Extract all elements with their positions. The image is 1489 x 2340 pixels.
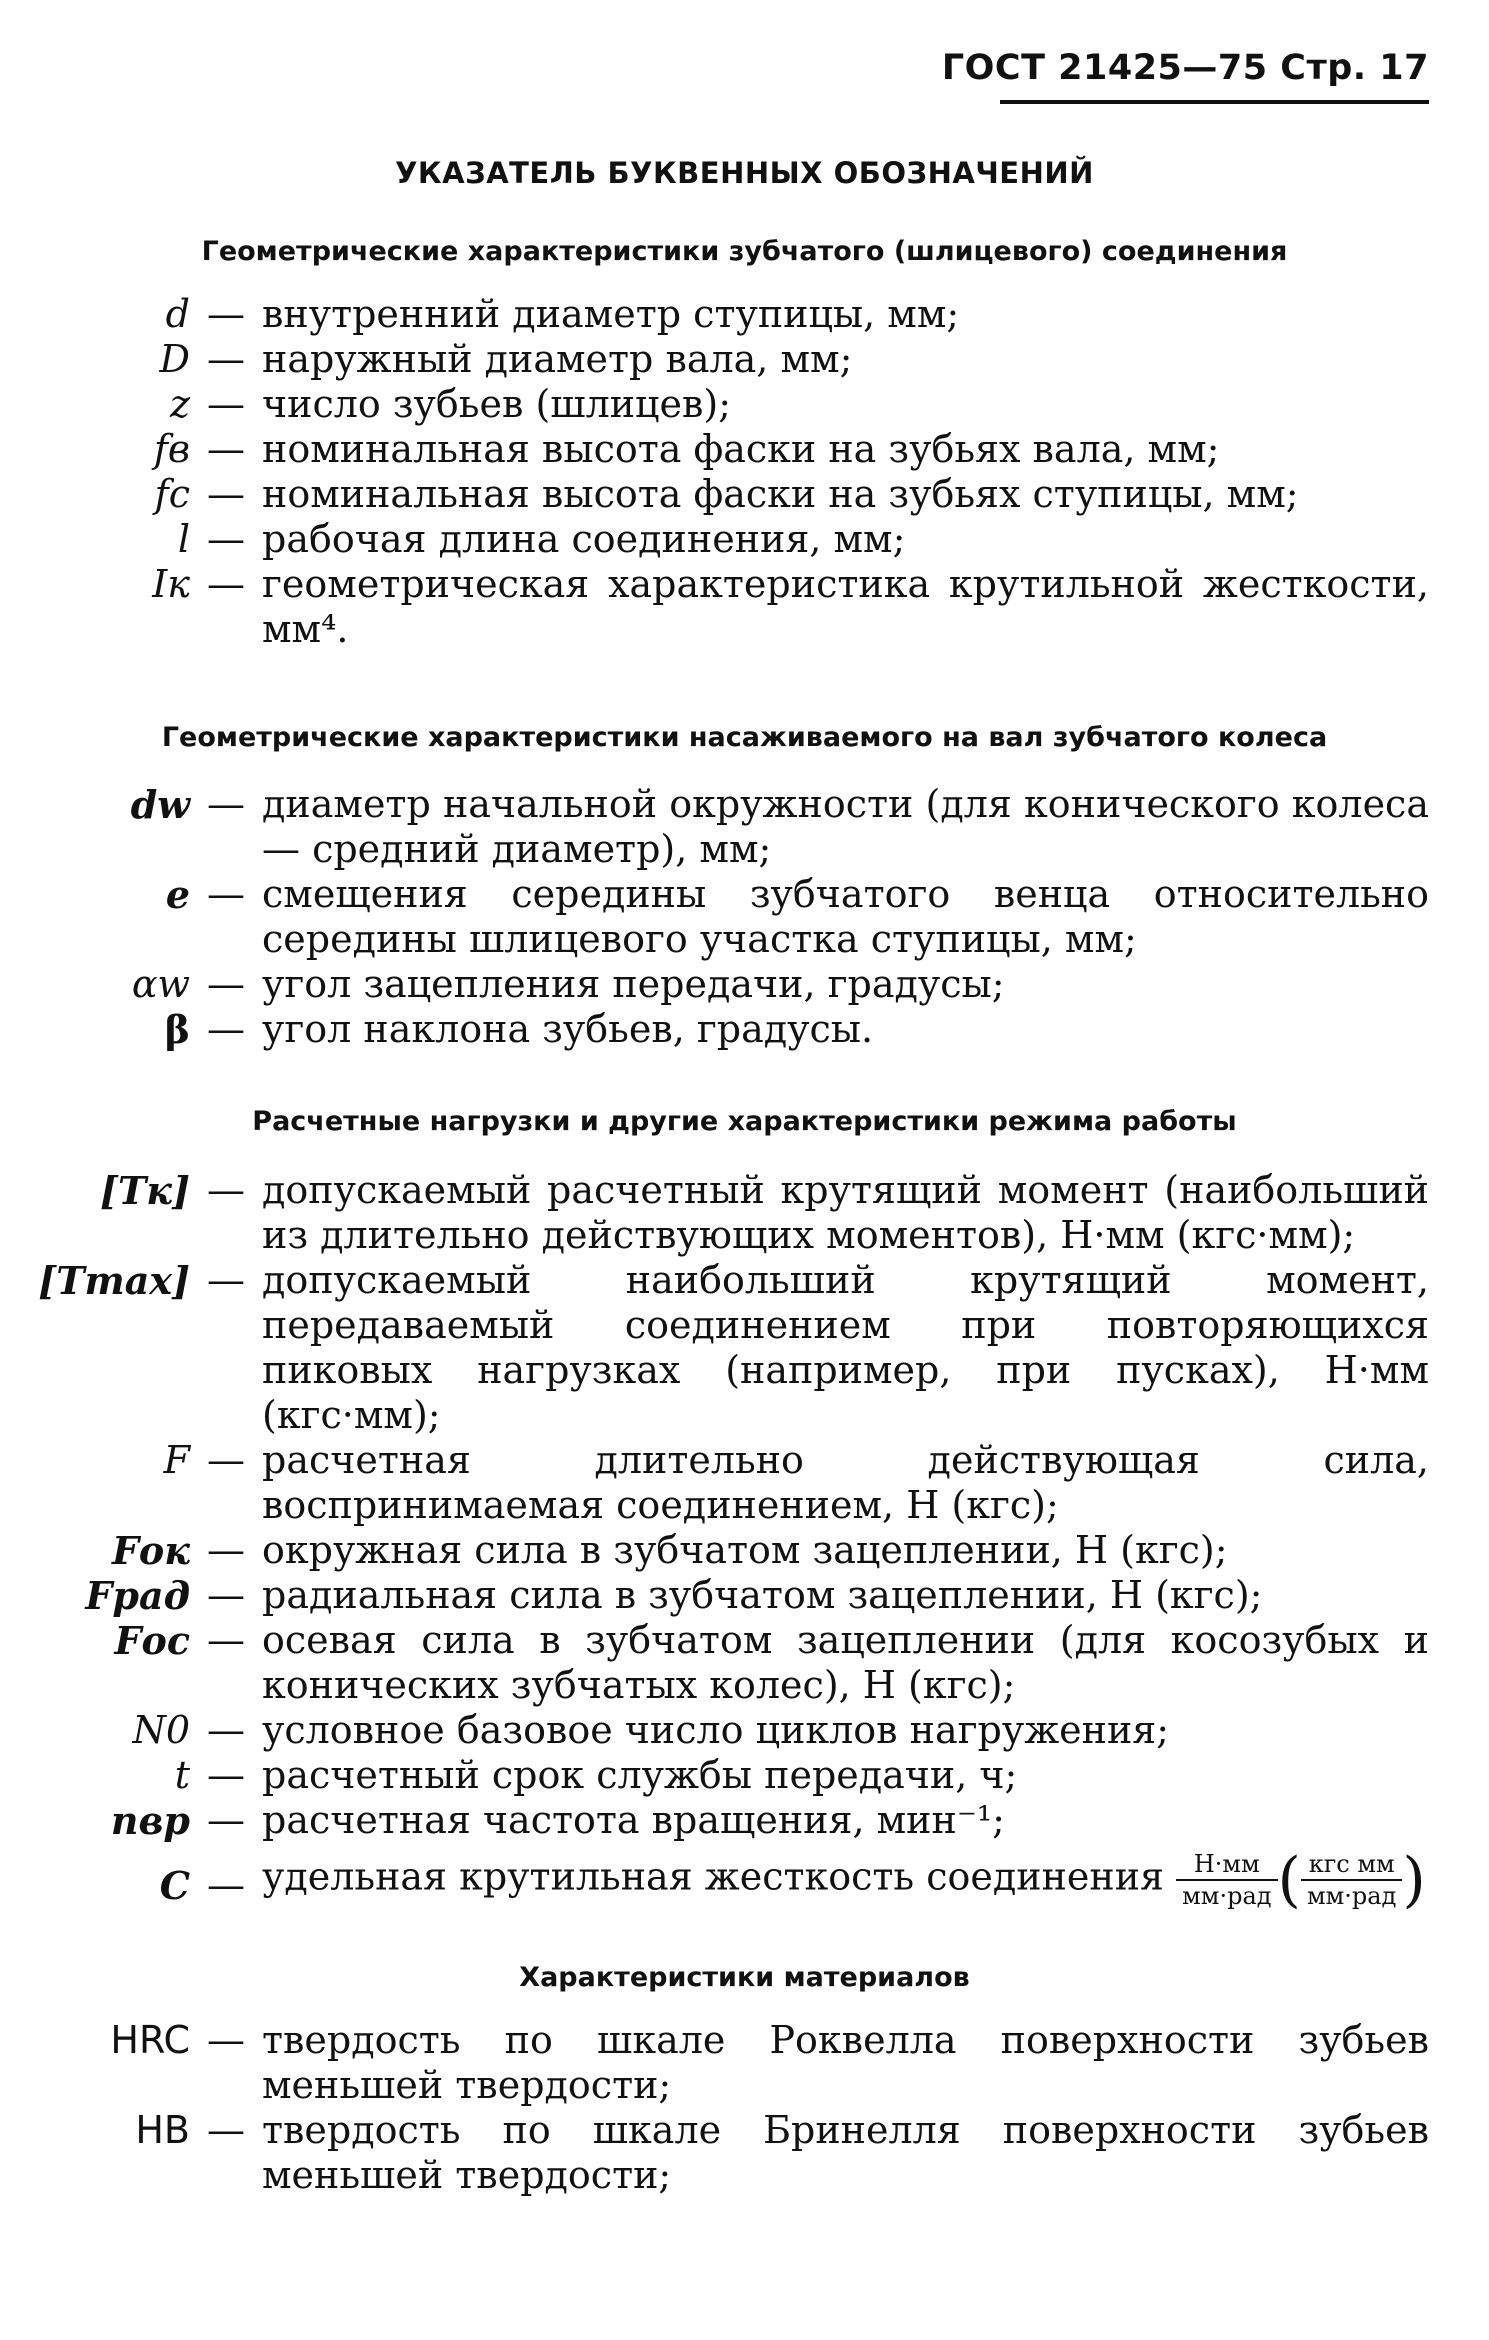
symbol-list-geometry-gear [0, 782, 1489, 1052]
list-item [0, 1708, 1489, 1753]
dash: — [207, 472, 245, 516]
list-item [0, 1528, 1489, 1573]
fraction-denominator: мм·рад [1306, 1882, 1397, 1910]
list-item [0, 1618, 1489, 1708]
list-item [0, 1573, 1489, 1618]
dash: — [207, 337, 245, 381]
description: номинальная высота фаски на зубьях ступицы, мм; [262, 472, 1299, 516]
list-item [0, 872, 1489, 962]
symbol: [Tmax] [38, 1258, 190, 1303]
close-parenthesis: ) [1402, 1845, 1426, 1915]
symbol: d [165, 292, 190, 336]
symbol: F [163, 1438, 190, 1482]
dash: — [207, 2018, 245, 2062]
description: расчетный срок службы передачи, ч; [262, 1753, 1018, 1797]
list-item [0, 472, 1489, 517]
symbol: αw [131, 962, 190, 1006]
dash: — [207, 1753, 245, 1797]
unit-fraction-kgs [1301, 1849, 1402, 1911]
symbol: Fос [114, 1618, 190, 1663]
description: твердость по шкале Бринелля поверхности зубьев меньшей твердости; [262, 2108, 1429, 2197]
section-title-materials: Характеристики материалов [519, 1962, 970, 1993]
list-item [0, 962, 1489, 1007]
list-item [0, 2108, 1489, 2198]
dash: — [207, 1618, 245, 1662]
symbol-list-materials [0, 2018, 1489, 2198]
description: номинальная высота фаски на зубьях вала, мм; [262, 427, 1220, 471]
description: расчетная длительно действующая сила, воспринимаемая соединением, Н (кгс); [262, 1438, 1429, 1527]
symbol: Fрад [85, 1573, 190, 1618]
symbol-list-loads [0, 1168, 1489, 1915]
dash: — [207, 1258, 245, 1302]
list-item [0, 562, 1489, 652]
symbol: Iк [152, 562, 190, 606]
header-rule [1000, 100, 1429, 104]
description: окружная сила в зубчатом зацеплении, Н (кгс); [262, 1528, 1228, 1572]
fraction-numerator: Н·мм [1176, 1849, 1277, 1881]
description: угол наклона зубьев, градусы. [262, 1007, 874, 1051]
description-text: удельная крутильная жесткость соединения [262, 1854, 1165, 1899]
dash: — [207, 292, 245, 336]
symbol: fв [153, 427, 190, 471]
symbol: fс [154, 472, 190, 516]
symbol: HB [135, 2108, 190, 2152]
description: расчетная частота вращения, мин⁻¹; [262, 1798, 1005, 1842]
list-item [0, 1753, 1489, 1798]
section-title-geometry-joint: Геометрические характеристики зубчатого (шлицевого) соединения [201, 236, 1288, 267]
description: угол зацепления передачи, градусы; [262, 962, 1005, 1006]
fraction-denominator: мм·рад [1182, 1882, 1272, 1910]
dash: — [207, 517, 245, 561]
description: рабочая длина соединения, мм; [262, 517, 906, 561]
symbol-list-geometry-joint [0, 292, 1489, 652]
symbol: Fок [111, 1528, 190, 1573]
dash: — [207, 562, 245, 606]
dash: — [207, 782, 245, 826]
description: наружный диаметр вала, мм; [262, 337, 853, 381]
dash: — [207, 1798, 245, 1842]
section-title-geometry-gear: Геометрические характеристики насаживаемого на вал зубчатого колеса [161, 722, 1328, 753]
list-item [0, 517, 1489, 562]
description: допускаемый наибольший крутящий момент, передаваемый соединением при повторяющихся пиковых нагрузках (например, при пусках), Н·мм (кгс·мм); [262, 1258, 1429, 1437]
symbol: HRC [110, 2018, 190, 2062]
description: смещения середины зубчатого венца относительно середины шлицевого участка ступицы, мм; [262, 872, 1429, 961]
symbol: C [159, 1863, 190, 1908]
symbol: l [177, 517, 190, 561]
description: диаметр начальной окружности (для конического колеса — средний диаметр), мм; [262, 782, 1429, 871]
list-item [0, 2018, 1489, 2108]
symbol: e [165, 872, 190, 917]
list-item [0, 427, 1489, 472]
dash: — [207, 1528, 245, 1572]
dash: — [207, 1863, 245, 1907]
list-item [0, 1798, 1489, 1843]
list-item [0, 1438, 1489, 1528]
symbol: [Tк] [100, 1168, 190, 1213]
description [262, 1845, 1429, 1915]
symbol: nвр [110, 1798, 190, 1843]
page-title: УКАЗАТЕЛЬ БУКВЕННЫХ ОБОЗНАЧЕНИЙ [395, 156, 1094, 190]
dash: — [207, 2108, 245, 2152]
description: геометрическая характеристика крутильной жесткости, мм⁴. [262, 562, 1429, 651]
list-item [0, 1168, 1489, 1258]
dash: — [207, 1438, 245, 1482]
page-header: ГОСТ 21425—75 Стр. 17 [941, 48, 1429, 88]
list-item [0, 1007, 1489, 1052]
symbol: β [164, 1007, 190, 1052]
description: осевая сила в зубчатом зацеплении (для косозубых и конических зубчатых колес), Н (кгс); [262, 1618, 1429, 1707]
dash: — [207, 382, 245, 426]
dash: — [207, 1573, 245, 1617]
description: внутренний диаметр ступицы, мм; [262, 292, 960, 336]
symbol: D [159, 337, 190, 381]
dash: — [207, 1168, 245, 1212]
list-item [0, 382, 1489, 427]
symbol: dw [130, 782, 190, 827]
dash: — [207, 962, 245, 1006]
description: твердость по шкале Роквелла поверхности зубьев меньшей твердости; [262, 2018, 1429, 2107]
dash: — [207, 1708, 245, 1752]
list-item [0, 1258, 1489, 1438]
description: число зубьев (шлицев); [262, 382, 732, 426]
unit-fraction-si [1176, 1849, 1277, 1911]
open-parenthesis: ( [1277, 1845, 1301, 1915]
list-item [0, 782, 1489, 872]
symbol: N0 [132, 1708, 190, 1752]
symbol: t [174, 1753, 190, 1797]
dash: — [207, 1007, 245, 1051]
dash: — [207, 427, 245, 471]
fraction-numerator: кгс мм [1301, 1849, 1402, 1881]
description: допускаемый расчетный крутящий момент (наибольший из длительно действующих моментов), Н·мм (кгс·мм); [262, 1168, 1429, 1257]
list-item [0, 337, 1489, 382]
symbol: z [169, 382, 190, 426]
dash: — [207, 872, 245, 916]
description: условное базовое число циклов нагружения; [262, 1708, 1170, 1752]
description: радиальная сила в зубчатом зацеплении, Н (кгс); [262, 1573, 1263, 1617]
section-title-loads: Расчетные нагрузки и другие характеристики режима работы [252, 1106, 1237, 1137]
list-item [0, 1845, 1489, 1915]
list-item [0, 292, 1489, 337]
